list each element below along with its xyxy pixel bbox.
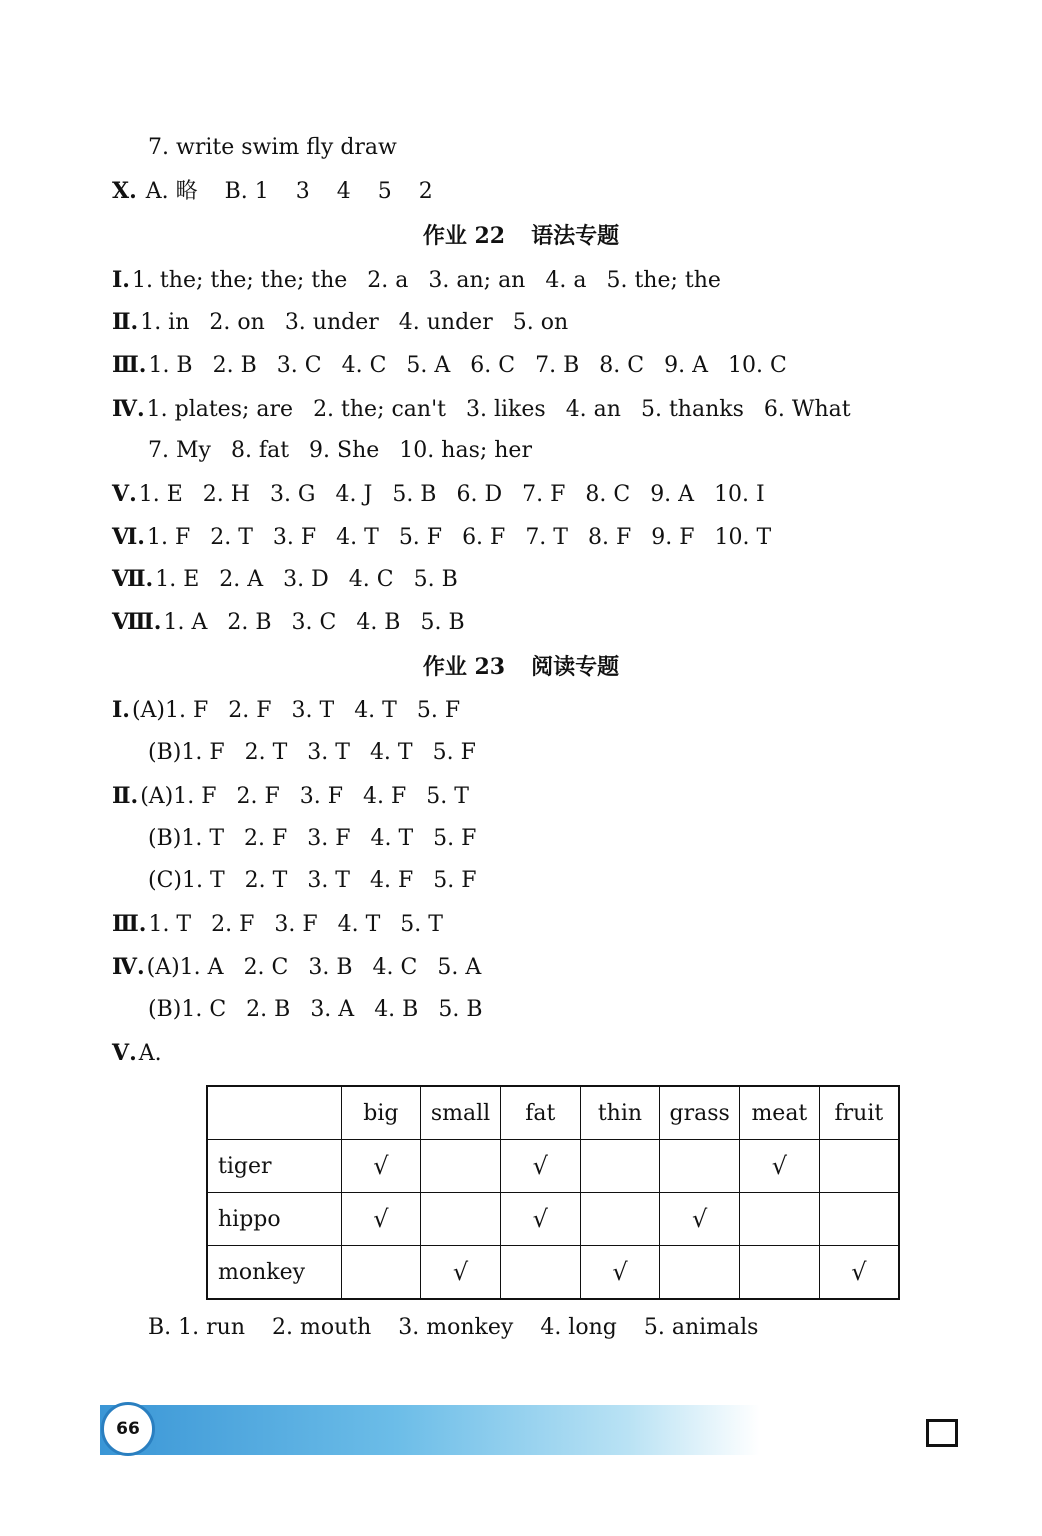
homework-22-heading — [0, 221, 1042, 251]
answer-item: 8. C — [585, 482, 631, 507]
answer-line — [112, 952, 481, 983]
answer-line — [112, 265, 721, 296]
answer-item: A. 略 — [145, 179, 198, 204]
table-row — [207, 1193, 899, 1246]
answer-line — [112, 607, 465, 638]
footer-bar — [100, 1405, 760, 1455]
section-numeral: Ⅵ. — [112, 524, 145, 550]
answer-line-x7 — [148, 133, 397, 163]
answer-item: 3. T — [307, 868, 350, 893]
table-header-cell: meat — [740, 1086, 820, 1140]
answer-item: 6. F — [462, 525, 506, 550]
table-cell — [580, 1193, 660, 1246]
answer-item: 9. F — [651, 525, 695, 550]
table-header-cell — [207, 1086, 341, 1140]
table-cell — [341, 1246, 421, 1300]
answer-item: 4. F — [370, 868, 414, 893]
answer-item: 3. F — [274, 912, 318, 937]
answer-text: 7. write swim fly draw — [148, 135, 397, 160]
answer-item: 2. a — [367, 268, 409, 293]
answer-item: 1. A — [163, 610, 208, 635]
answer-item: 3. F — [272, 525, 317, 550]
table-cell — [660, 1246, 740, 1300]
homework-23-heading — [0, 652, 1042, 682]
answer-item: 7. F — [522, 482, 566, 507]
table-cell — [740, 1246, 820, 1300]
answer-item: 3. A — [310, 997, 355, 1022]
answer-item: 5. B — [438, 997, 483, 1022]
answer-item: 4. C — [372, 955, 418, 980]
table-cell — [660, 1140, 740, 1193]
answer-line — [148, 866, 477, 896]
answer-item: 3. F — [299, 784, 344, 809]
answer-item: (B)1. F — [148, 740, 225, 765]
table-cell — [500, 1246, 580, 1300]
section-numeral: Ⅱ. — [112, 783, 139, 809]
answer-item: 7. B — [535, 353, 580, 378]
answer-line — [112, 1038, 162, 1069]
answer-item: 1. plates; are — [146, 397, 294, 422]
answer-item: 4. B — [356, 610, 401, 635]
section-numeral: Ⅴ. — [112, 481, 137, 507]
table-cell — [421, 1193, 501, 1246]
answer-item: 5. F — [416, 698, 461, 723]
table-cell: √ — [421, 1246, 501, 1300]
table-header-cell: grass — [660, 1086, 740, 1140]
answer-item: 5. B — [413, 567, 458, 592]
section-numeral: Ⅶ. — [112, 566, 154, 592]
answer-item: 3. under — [284, 310, 379, 335]
section-numeral: Ⅹ. — [112, 178, 137, 204]
answer-item: 2. B — [246, 997, 291, 1022]
answer-item: 10. C — [727, 353, 787, 378]
section-numeral: Ⅳ. — [112, 954, 145, 980]
answer-item: 3. D — [283, 567, 329, 592]
answer-item: 2. F — [236, 784, 280, 809]
answer-item: 5. B — [392, 482, 437, 507]
table-cell — [819, 1140, 899, 1193]
section-numeral: Ⅴ. — [112, 1040, 137, 1066]
answer-item: 2. mouth — [272, 1315, 372, 1340]
answer-item: 3. C — [276, 353, 322, 378]
table-cell: √ — [500, 1140, 580, 1193]
table-header-cell: small — [421, 1086, 501, 1140]
heading-number: 作业 22 — [422, 223, 506, 249]
table-cell: √ — [819, 1246, 899, 1300]
answer-item: 5. F — [433, 826, 477, 851]
table-cell: √ — [341, 1193, 421, 1246]
answer-line — [148, 995, 483, 1025]
answer-item: 3. F — [307, 826, 351, 851]
answer-item: B. 1. run — [148, 1315, 245, 1340]
answer-item: 4. an — [565, 397, 621, 422]
answer-line — [112, 479, 765, 510]
answer-item: 5. thanks — [640, 397, 744, 422]
section-numeral: Ⅷ. — [112, 609, 162, 635]
answer-item: 2. C — [243, 955, 289, 980]
answer-line — [112, 307, 568, 338]
answer-item: 1. T — [148, 912, 192, 937]
answer-item: 8. fat — [230, 438, 290, 463]
answer-item: 8. C — [599, 353, 645, 378]
answer-item: 1. in — [140, 310, 190, 335]
answer-item: 4. B — [374, 997, 419, 1022]
answer-line — [148, 436, 532, 466]
answer-item: 3. T — [307, 740, 350, 765]
answer-item: 10. has; her — [399, 438, 532, 463]
answer-item: 2. the; can't — [313, 397, 446, 422]
answer-item: 5. animals — [643, 1315, 759, 1340]
animal-features-table — [206, 1085, 900, 1300]
answer-item: 2. B — [227, 610, 272, 635]
answer-item: (A)1. A — [146, 955, 224, 980]
answer-item: 5. F — [398, 525, 443, 550]
row-label: tiger — [207, 1140, 341, 1193]
answer-item: (A)1. F — [131, 698, 209, 723]
answer-item: 2. T — [210, 525, 253, 550]
answer-item: 2. H — [202, 482, 250, 507]
answer-item: (B)1. C — [148, 997, 227, 1022]
answer-item: 1. E — [155, 567, 200, 592]
answer-item: 7. T — [525, 525, 568, 550]
section-numeral: Ⅰ. — [112, 267, 130, 293]
heading-number: 作业 23 — [422, 654, 506, 680]
answer-item: 5 — [377, 179, 392, 204]
answer-item: 4. T — [369, 740, 413, 765]
answer-item: 4. C — [341, 353, 387, 378]
table-cell — [421, 1140, 501, 1193]
answer-item: (A)1. F — [140, 784, 217, 809]
answer-item: 9. A — [664, 353, 708, 378]
answer-item: 1. B — [148, 353, 193, 378]
answer-item: 2. B — [212, 353, 257, 378]
answer-item: 4. T — [337, 912, 381, 937]
answer-item: 1. E — [138, 482, 183, 507]
heading-title: 语法专题 — [531, 223, 620, 249]
table-cell — [580, 1140, 660, 1193]
table-cell: √ — [500, 1193, 580, 1246]
answer-line — [112, 522, 771, 553]
answer-item: 5. A — [437, 955, 482, 980]
answer-item: 5. T — [426, 784, 469, 809]
answer-line — [112, 350, 787, 381]
answer-item: 5. F — [433, 868, 477, 893]
answer-item: 5. F — [432, 740, 476, 765]
answer-item: 4. long — [540, 1315, 617, 1340]
table-header-cell: fat — [500, 1086, 580, 1140]
answer-item: 9. She — [309, 438, 380, 463]
table-row — [207, 1246, 899, 1300]
table-header-cell: thin — [580, 1086, 660, 1140]
answer-line-part-b — [148, 1313, 758, 1343]
answer-item: (C)1. T — [148, 868, 225, 893]
answer-item: 9. A — [650, 482, 695, 507]
answer-item: 4. T — [354, 698, 397, 723]
answer-line-x — [112, 176, 433, 207]
answer-item: 3. T — [291, 698, 335, 723]
row-label: monkey — [207, 1246, 341, 1300]
section-numeral: Ⅲ. — [112, 911, 147, 937]
answer-item: 7. My — [148, 438, 211, 463]
answer-item: 10. T — [714, 525, 772, 550]
section-numeral: Ⅱ. — [112, 309, 139, 335]
answer-line — [112, 564, 458, 595]
answer-item: 4. T — [336, 525, 379, 550]
table-header-cell: fruit — [819, 1086, 899, 1140]
section-numeral: Ⅳ. — [112, 396, 145, 422]
answer-item: 1. the; the; the; the — [131, 268, 348, 293]
answer-item: 4. J — [335, 482, 373, 507]
answer-item: 5. A — [406, 353, 451, 378]
answer-item: 4. C — [348, 567, 394, 592]
table-cell: √ — [341, 1140, 421, 1193]
answer-item: B. 1 — [224, 179, 269, 204]
answer-item: 2. F — [244, 826, 288, 851]
answer-item: 6. D — [456, 482, 503, 507]
answer-item: 2 — [418, 179, 433, 204]
table-cell: √ — [660, 1193, 740, 1246]
page-number: 66 — [101, 1402, 155, 1456]
answer-item: 2. T — [244, 740, 288, 765]
answer-item: 4. a — [545, 268, 587, 293]
answer-item: 2. on — [209, 310, 265, 335]
answer-line — [112, 781, 469, 812]
table-header-cell: big — [341, 1086, 421, 1140]
table-cell — [819, 1193, 899, 1246]
answer-item: (B)1. T — [148, 826, 224, 851]
answer-item: 8. F — [587, 525, 632, 550]
answer-item: 10. I — [714, 482, 765, 507]
answer-item: 6. What — [763, 397, 851, 422]
answer-item: 1. F — [146, 525, 191, 550]
answer-item: 3 — [295, 179, 310, 204]
answer-item: 3. likes — [465, 397, 546, 422]
table-cell: √ — [580, 1246, 660, 1300]
table-cell: √ — [740, 1140, 820, 1193]
answer-item: 2. T — [244, 868, 288, 893]
answer-item: 4. F — [363, 784, 407, 809]
answer-item: 5. on — [512, 310, 569, 335]
answer-item: 2. F — [228, 698, 272, 723]
section-numeral: Ⅲ. — [112, 352, 147, 378]
answer-item: 5. the; the — [606, 268, 721, 293]
table-header-row — [207, 1086, 899, 1140]
answer-item: 6. C — [470, 353, 516, 378]
answer-line — [148, 824, 476, 854]
row-label: hippo — [207, 1193, 341, 1246]
answer-item: 4. under — [398, 310, 493, 335]
answer-item: 2. F — [211, 912, 255, 937]
section-numeral: Ⅰ. — [112, 697, 130, 723]
table-cell — [740, 1193, 820, 1246]
answer-item: 3. C — [291, 610, 337, 635]
answer-line — [148, 738, 476, 768]
corner-box — [926, 1419, 958, 1447]
answer-line — [112, 909, 443, 940]
answer-item: 3. an; an — [428, 268, 526, 293]
answer-item: 5. B — [420, 610, 465, 635]
answer-item: 4. T — [370, 826, 414, 851]
answer-item: 5. T — [400, 912, 443, 937]
answer-item: 3. G — [269, 482, 316, 507]
answer-line — [112, 695, 460, 726]
answer-item: 3. monkey — [398, 1315, 514, 1340]
answer-item: 3. B — [308, 955, 353, 980]
table-row — [207, 1140, 899, 1193]
answer-line — [112, 394, 851, 425]
answer-item: 4 — [336, 179, 351, 204]
answer-item: 2. A — [219, 567, 264, 592]
answer-item: A. — [138, 1041, 162, 1066]
heading-title: 阅读专题 — [531, 654, 620, 680]
